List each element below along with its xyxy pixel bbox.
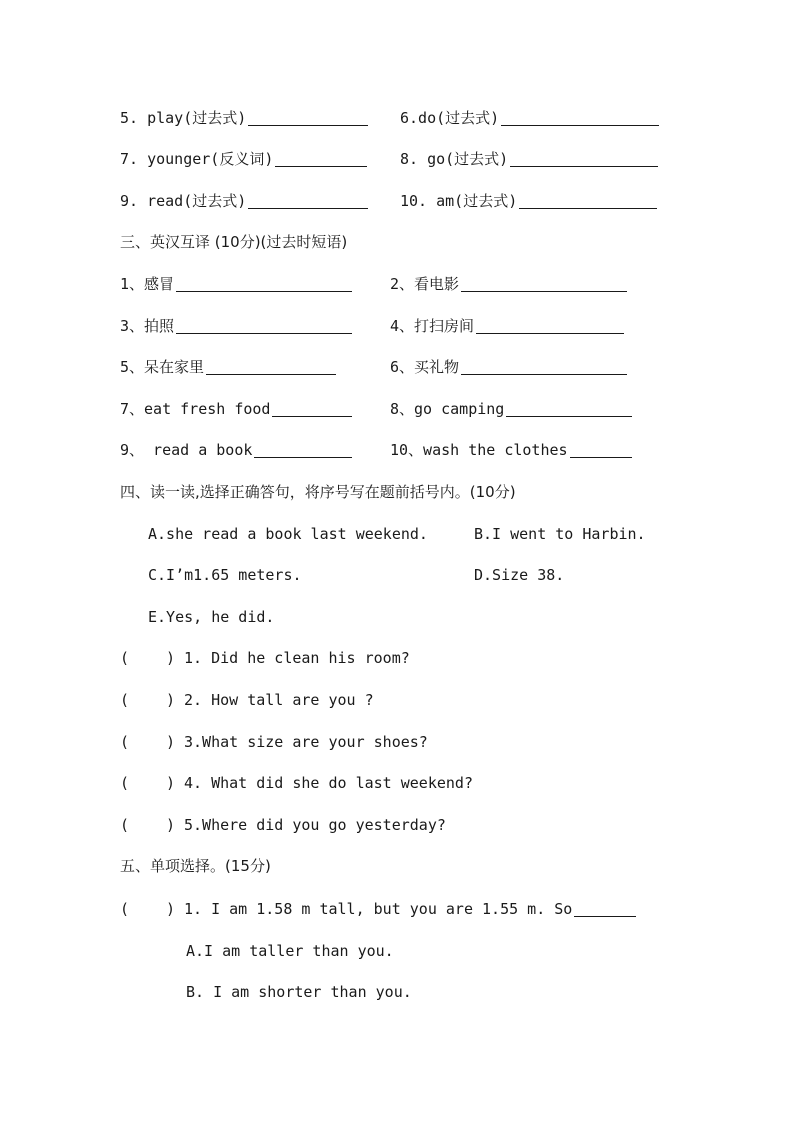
translation-row [120, 314, 680, 338]
vocab-row [120, 147, 680, 171]
translation-prompt: 9、 read a book [120, 441, 253, 459]
question-text: 3.What size are your shoes? [184, 733, 428, 751]
vocab-item [120, 189, 368, 213]
translation-prompt: 5、呆在家里 [120, 358, 205, 376]
answer-blank[interactable] [510, 148, 658, 167]
translation-row [120, 355, 680, 379]
answer-blank[interactable] [476, 315, 624, 334]
translation-item [120, 438, 352, 462]
translation-item [390, 314, 624, 338]
section-heading: 四、读一读,选择正确答句，将序号写在题前括号内。(10分) [120, 483, 516, 501]
vocab-prompt: 9. read(过去式) [120, 192, 247, 210]
translation-prompt: 3、拍照 [120, 317, 175, 335]
answer-bracket-open[interactable]: ( [120, 900, 130, 918]
answer-blank[interactable] [461, 273, 627, 292]
answer-blank[interactable] [206, 356, 336, 375]
vocab-item [120, 106, 368, 130]
answer-bracket-open[interactable]: ( [120, 733, 130, 751]
translation-prompt: 6、买礼物 [390, 358, 460, 376]
answer-blank[interactable] [176, 315, 352, 334]
answer-blank[interactable] [176, 273, 352, 292]
translation-prompt: 4、打扫房间 [390, 317, 475, 335]
answer-blank[interactable] [506, 398, 632, 417]
answer-blank[interactable] [254, 439, 352, 458]
vocab-item [400, 106, 659, 130]
vocab-row [120, 189, 680, 213]
vocab-item [400, 147, 658, 171]
answer-blank[interactable] [272, 398, 352, 417]
translation-prompt: 7、eat fresh food [120, 400, 271, 418]
vocab-prompt: 5. play(过去式) [120, 109, 247, 127]
translation-item [120, 397, 352, 421]
translation-item [390, 272, 627, 296]
answer-option-b: B.I went to Harbin. [474, 525, 646, 543]
translation-prompt: 10、wash the clothes [390, 441, 568, 459]
answer-bracket-close: ) [166, 816, 176, 834]
answer-bracket-open[interactable]: ( [120, 649, 130, 667]
translation-prompt: 8、go camping [390, 400, 505, 418]
answer-bracket-close: ) [166, 774, 176, 792]
translation-row [120, 438, 680, 462]
answer-blank[interactable] [501, 107, 659, 126]
translation-item [120, 272, 352, 296]
answer-blank[interactable] [519, 190, 657, 209]
answer-option-a: A.she read a book last weekend. [148, 525, 428, 543]
translation-item [390, 355, 627, 379]
answer-bracket-open[interactable]: ( [120, 816, 130, 834]
translation-item [120, 355, 336, 379]
answer-bracket-close: ) [166, 691, 176, 709]
question-text: 1. Did he clean his room? [184, 649, 410, 667]
answer-bracket-open[interactable]: ( [120, 774, 130, 792]
vocab-item [400, 189, 657, 213]
translation-prompt: 2、看电影 [390, 275, 460, 293]
vocab-prompt: 6.do(过去式) [400, 109, 500, 127]
answer-option-e: E.Yes, he did. [148, 608, 275, 626]
vocab-prompt: 10. am(过去式) [400, 192, 518, 210]
answer-blank[interactable] [248, 107, 368, 126]
choice-option-b: B. I am shorter than you. [186, 983, 412, 1001]
answer-blank[interactable] [570, 439, 632, 458]
choice-option-a: A.I am taller than you. [186, 942, 394, 960]
translation-row [120, 272, 680, 296]
answer-option-d: D.Size 38. [474, 566, 565, 584]
answer-bracket-close: ) [166, 649, 176, 667]
answer-blank[interactable] [461, 356, 627, 375]
answer-blank[interactable] [275, 148, 367, 167]
answer-bracket-close: ) [166, 900, 176, 918]
answer-bracket-close: ) [166, 733, 176, 751]
answer-bracket-open[interactable]: ( [120, 691, 130, 709]
translation-prompt: 1、感冒 [120, 275, 175, 293]
vocab-prompt: 8. go(过去式) [400, 150, 509, 168]
translation-item [120, 314, 352, 338]
answer-blank[interactable] [574, 898, 636, 917]
answer-option-c: C.I’m1.65 meters. [148, 566, 302, 584]
section-heading: 三、英汉互译 (10分)(过去时短语) [120, 233, 348, 251]
question-stem: 1. I am 1.58 m tall, but you are 1.55 m. So [184, 900, 573, 918]
question-text: 4. What did she do last weekend? [184, 774, 473, 792]
translation-item [390, 397, 632, 421]
answer-blank[interactable] [248, 190, 368, 209]
translation-item [390, 438, 632, 462]
vocab-prompt: 7. younger(反义词) [120, 150, 274, 168]
question-text: 5.Where did you go yesterday? [184, 816, 446, 834]
vocab-row [120, 106, 680, 130]
vocab-item [120, 147, 367, 171]
section-heading: 五、单项选择。(15分) [120, 857, 271, 875]
question-text: 2. How tall are you ? [184, 691, 374, 709]
question-text [184, 897, 636, 921]
translation-row [120, 397, 680, 421]
